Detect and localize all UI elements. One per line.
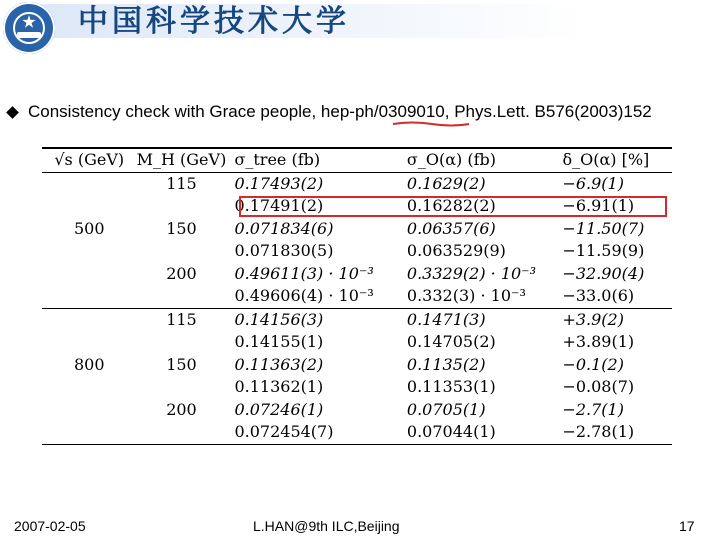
- footer-date: 2007-02-05: [14, 518, 86, 534]
- cell-delta-oa: −6.91(1): [562, 196, 635, 215]
- cell-sqrt-s: [42, 331, 136, 354]
- table-row: [42, 285, 672, 308]
- cell-sigma-oa: 0.14705(2): [406, 332, 496, 351]
- university-seal-logo: [3, 2, 55, 54]
- table-row: [42, 218, 672, 241]
- table-row: [42, 240, 672, 263]
- red-underline-mark: [392, 120, 470, 128]
- table-row: [42, 376, 672, 399]
- cell-sqrt-s: 500: [73, 218, 105, 238]
- cell-sigma-tree: 0.11362(1): [234, 377, 324, 396]
- cell-sqrt-s: [42, 421, 136, 444]
- cell-delta-oa: −11.50(7): [562, 218, 645, 238]
- header-delta-oa: δ_O(α) [%]: [556, 148, 672, 172]
- cell-sqrt-s: [42, 399, 136, 422]
- cell-delta-oa: −2.78(1): [556, 421, 672, 444]
- cell-sigma-oa: 0.3329(2) · 10⁻³: [406, 263, 537, 283]
- cell-sqrt-s: [42, 263, 136, 286]
- results-table: [42, 147, 672, 445]
- cell-sigma-oa: 0.06357(6): [406, 218, 496, 238]
- cell-delta-oa: −0.08(7): [562, 377, 635, 396]
- cell-mh: 150: [166, 218, 197, 238]
- bullet-line: [0, 100, 720, 130]
- cell-sqrt-s: [42, 240, 136, 263]
- header-sigma-tree: σ_tree (fb): [226, 148, 398, 172]
- cell-delta-oa: −33.0(6): [562, 286, 635, 305]
- cell-sqrt-s: 800: [73, 354, 105, 374]
- table-body: [42, 172, 672, 444]
- cell-delta-oa: −6.9(1): [562, 173, 624, 193]
- cell-delta-oa: −32.90(4): [562, 263, 645, 283]
- cell-sigma-tree: 0.14155(1): [234, 332, 324, 351]
- header-sqrt-s: √s (GeV): [42, 148, 136, 172]
- cell-sigma-oa: 0.1629(2): [406, 173, 486, 193]
- cell-mh: 115: [136, 308, 226, 331]
- table-row: [42, 195, 672, 218]
- footer-page-number: 17: [679, 518, 695, 534]
- cell-delta-oa: −2.7(1): [562, 399, 624, 419]
- table-row: [42, 331, 672, 354]
- cell-mh: [136, 376, 226, 399]
- cell-sigma-oa: 0.063529(9): [406, 241, 506, 260]
- cell-sigma-oa: 0.1135(2): [406, 354, 486, 374]
- cell-sigma-oa: 0.332(3) · 10⁻³: [406, 286, 526, 305]
- header: [0, 0, 720, 60]
- cell-sqrt-s: [42, 172, 136, 195]
- cell-mh: 200: [166, 263, 197, 283]
- cell-mh: [136, 195, 226, 218]
- cell-mh: 150: [166, 354, 197, 374]
- cell-sigma-oa: 0.1471(3): [399, 308, 557, 331]
- cell-sigma-oa: 0.16282(2): [406, 196, 496, 215]
- cell-sigma-tree: 0.17491(2): [234, 196, 324, 215]
- cell-mh: [136, 421, 226, 444]
- table-row: [42, 308, 672, 331]
- header-sigma-oa: σ_O(α) (fb): [399, 148, 557, 172]
- cell-mh: [136, 240, 226, 263]
- footer-author: L.HAN@9th ILC,Beijing: [253, 518, 400, 534]
- table-row: [42, 172, 672, 195]
- university-name: 中国科学技术大学: [78, 4, 350, 39]
- cell-sigma-tree: 0.071830(5): [234, 241, 334, 260]
- cell-sqrt-s: [42, 285, 136, 308]
- cell-delta-oa: −0.1(2): [562, 354, 624, 374]
- cell-delta-oa: +3.9(2): [556, 308, 672, 331]
- table-area: [42, 147, 672, 447]
- cell-mh: 200: [166, 399, 197, 419]
- cell-sigma-tree: 0.11363(2): [234, 354, 324, 374]
- diamond-bullet-icon: [6, 106, 19, 119]
- cell-sqrt-s: [42, 195, 136, 218]
- cell-delta-oa: +3.89(1): [562, 332, 635, 351]
- cell-sigma-oa: 0.0705(1): [406, 399, 486, 419]
- cell-sqrt-s: [42, 376, 136, 399]
- table-row: [42, 263, 672, 286]
- cell-sigma-tree: 0.072454(7): [226, 421, 398, 444]
- cell-sigma-tree: 0.14156(3): [226, 308, 398, 331]
- cell-sigma-tree: 0.49606(4) · 10⁻³: [234, 286, 374, 305]
- cell-sigma-tree: 0.49611(3) · 10⁻³: [234, 263, 374, 283]
- cell-mh: 115: [166, 173, 197, 193]
- table-row: [42, 399, 672, 422]
- cell-mh: [136, 331, 226, 354]
- cell-sigma-tree: 0.17493(2): [234, 173, 324, 193]
- cell-sigma-tree: 0.07246(1): [234, 399, 324, 419]
- cell-mh: [136, 285, 226, 308]
- cell-sigma-oa: 0.11353(1): [406, 377, 496, 396]
- table-row: [42, 421, 672, 444]
- cell-sigma-tree: 0.071834(6): [234, 218, 334, 238]
- cell-sigma-oa: 0.07044(1): [399, 421, 557, 444]
- table-row: [42, 354, 672, 377]
- bullet-text: Consistency check with Grace people, hep-ph/0309010, Phys.Lett. B576(2003)152: [28, 102, 652, 121]
- cell-delta-oa: −11.59(9): [562, 241, 645, 260]
- table-header-row: [42, 148, 672, 172]
- cell-sqrt-s: [42, 308, 136, 331]
- header-mh: M_H (GeV): [136, 148, 226, 172]
